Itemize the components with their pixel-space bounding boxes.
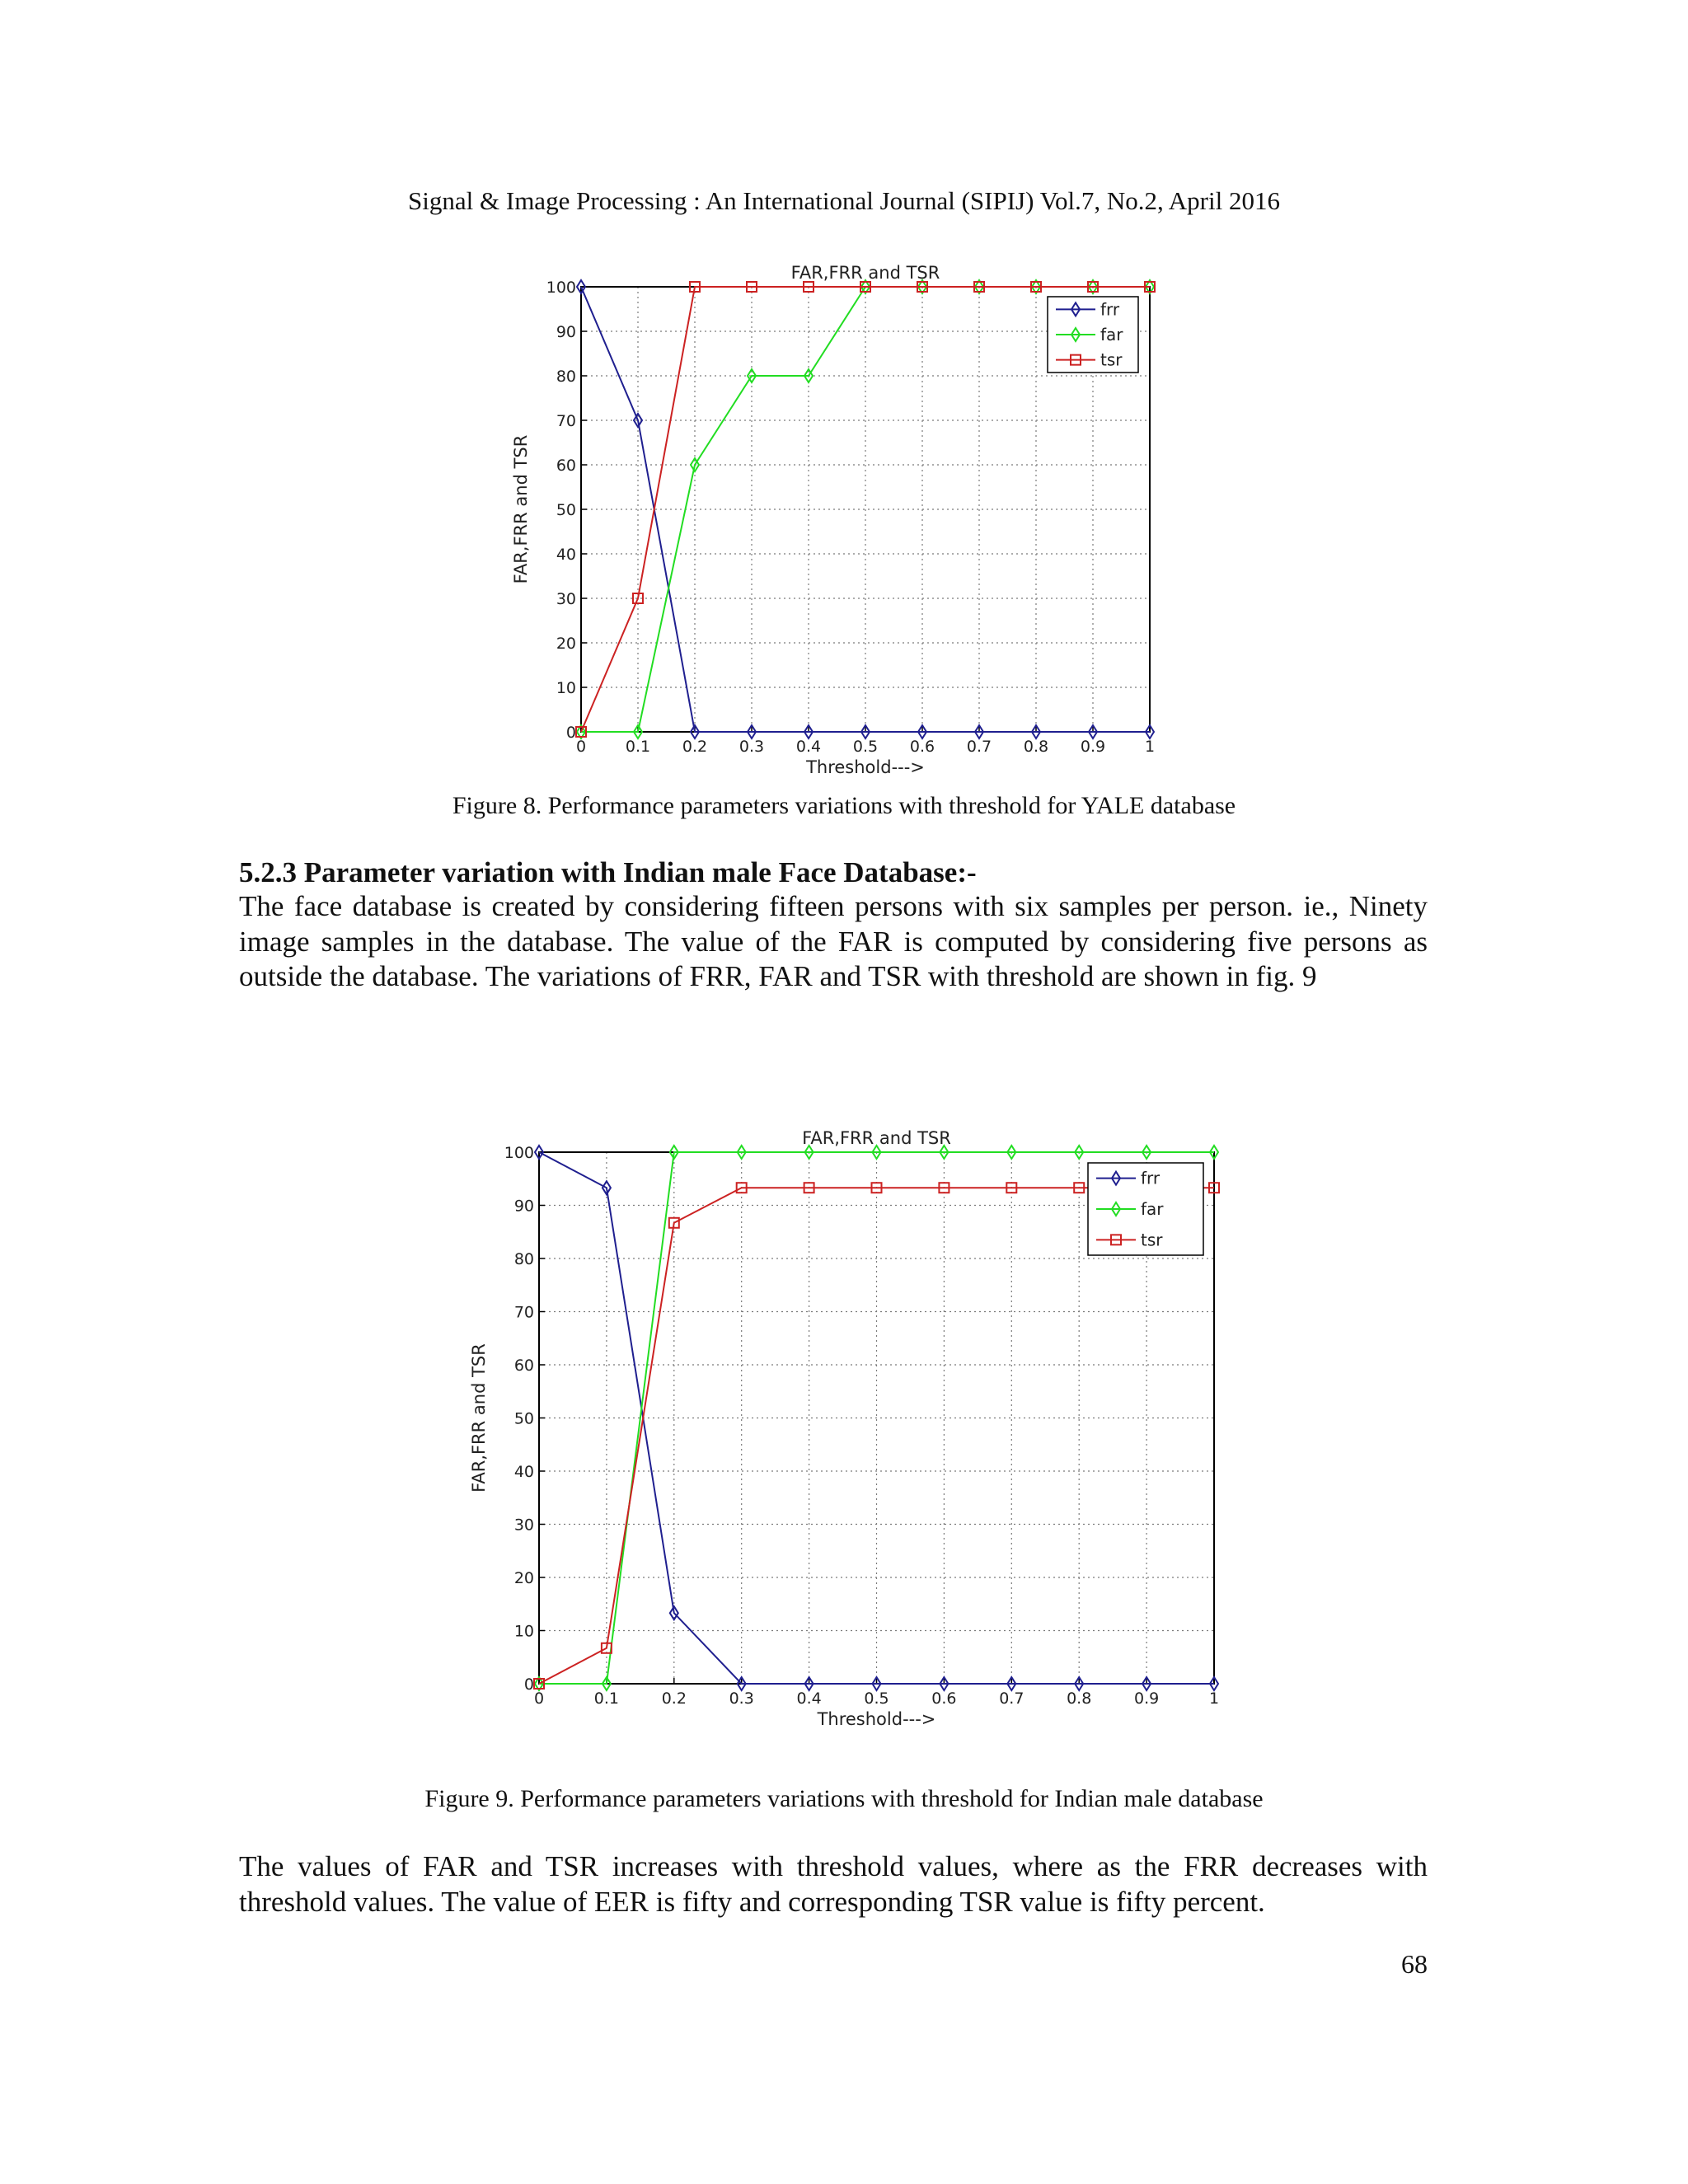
figure-9-chart	[0, 1108, 1688, 1751]
paragraph-face-database: The face database is created by considering fifteen persons with six samples per person. ie., Ninety image samples in the database. The value of the FAR is computed by considering five persons as outside the database. The variations of FRR, FAR and TSR with threshold are shown in fig. 9	[239, 890, 1428, 992]
y-tick-label: 90	[556, 323, 576, 341]
x-tick-label: 0.5	[852, 738, 879, 756]
y-tick-label: 90	[513, 1197, 534, 1216]
x-axis-label: Threshold--->	[806, 757, 925, 777]
x-tick-label: 0.2	[661, 1690, 687, 1708]
legend-label-frr: frr	[1141, 1168, 1160, 1188]
y-tick-label: 20	[556, 635, 576, 653]
x-tick-label: 0.1	[625, 738, 651, 756]
figure-9-svg	[0, 1108, 1688, 1751]
x-tick-label: 0.2	[682, 738, 708, 756]
x-tick-label: 0.9	[1133, 1690, 1160, 1708]
legend-label-tsr: tsr	[1100, 349, 1123, 370]
x-tick-label: 0.1	[593, 1690, 620, 1708]
x-tick-label: 0	[575, 738, 587, 756]
y-tick-label: 50	[513, 1409, 534, 1428]
y-tick-label: 60	[513, 1357, 534, 1375]
running-header: Signal & Image Processing : An International Journal (SIPIJ) Vol.7, No.2, April 2016	[408, 186, 1280, 215]
x-tick-label: 0.9	[1080, 738, 1106, 756]
x-tick-label: 1	[1208, 1690, 1220, 1708]
y-tick-label: 10	[556, 679, 576, 697]
figure-8-caption: Figure 8. Performance parameters variations with threshold for YALE database	[452, 792, 1236, 819]
legend-label-tsr: tsr	[1141, 1230, 1163, 1250]
x-tick-label: 0.4	[795, 738, 822, 756]
y-tick-label: 30	[513, 1516, 534, 1535]
x-tick-label: 0.3	[729, 1690, 754, 1708]
y-tick-label: 40	[556, 546, 576, 564]
y-tick-label: 30	[556, 590, 576, 608]
x-tick-label: 0	[533, 1690, 545, 1708]
x-tick-label: 0.8	[1023, 738, 1049, 756]
y-tick-label: 0	[523, 1675, 534, 1694]
figure-8-chart	[0, 247, 1688, 783]
y-tick-label: 20	[513, 1569, 534, 1587]
x-tick-label: 0.5	[864, 1690, 889, 1708]
y-tick-label: 100	[546, 279, 576, 297]
y-axis-label: FAR,FRR and TSR	[469, 1343, 489, 1493]
x-tick-label: 0.6	[909, 738, 935, 756]
x-tick-label: 0.3	[738, 738, 765, 756]
legend-label-far: far	[1141, 1199, 1164, 1219]
y-tick-label: 100	[504, 1144, 534, 1162]
x-tick-label: 0.8	[1067, 1690, 1092, 1708]
paragraph-conclusion: The values of FAR and TSR increases with threshold values, where as the FRR decreases with threshold values. The value of EER is fifty and corresponding TSR value is fifty percent.	[239, 1850, 1428, 1918]
legend-label-frr: frr	[1100, 299, 1120, 320]
y-tick-label: 10	[513, 1622, 534, 1641]
section-heading: 5.2.3 Parameter variation with Indian male Face Database:-	[239, 856, 977, 888]
y-tick-label: 70	[513, 1303, 534, 1322]
y-tick-label: 80	[513, 1250, 534, 1268]
x-tick-label: 0.6	[931, 1690, 957, 1708]
chart-title: FAR,FRR and TSR	[802, 1128, 951, 1148]
y-tick-label: 60	[556, 457, 576, 475]
x-tick-label: 0.4	[796, 1690, 822, 1708]
y-tick-label: 40	[513, 1463, 534, 1481]
x-tick-label: 0.7	[966, 738, 992, 756]
chart-title: FAR,FRR and TSR	[790, 263, 940, 283]
y-tick-label: 0	[565, 724, 576, 742]
legend-label-far: far	[1100, 325, 1123, 344]
figure-8-svg	[0, 247, 1688, 783]
page-number: 68	[1401, 1949, 1428, 1979]
y-axis-label: FAR,FRR and TSR	[511, 434, 531, 584]
y-tick-label: 80	[556, 368, 576, 386]
x-axis-label: Threshold--->	[817, 1709, 936, 1729]
x-tick-label: 1	[1144, 738, 1156, 756]
x-tick-label: 0.7	[999, 1690, 1025, 1708]
figure-9-caption: Figure 9. Performance parameters variations with threshold for Indian male database	[424, 1785, 1264, 1812]
y-tick-label: 50	[556, 501, 576, 519]
y-tick-label: 70	[556, 412, 576, 430]
